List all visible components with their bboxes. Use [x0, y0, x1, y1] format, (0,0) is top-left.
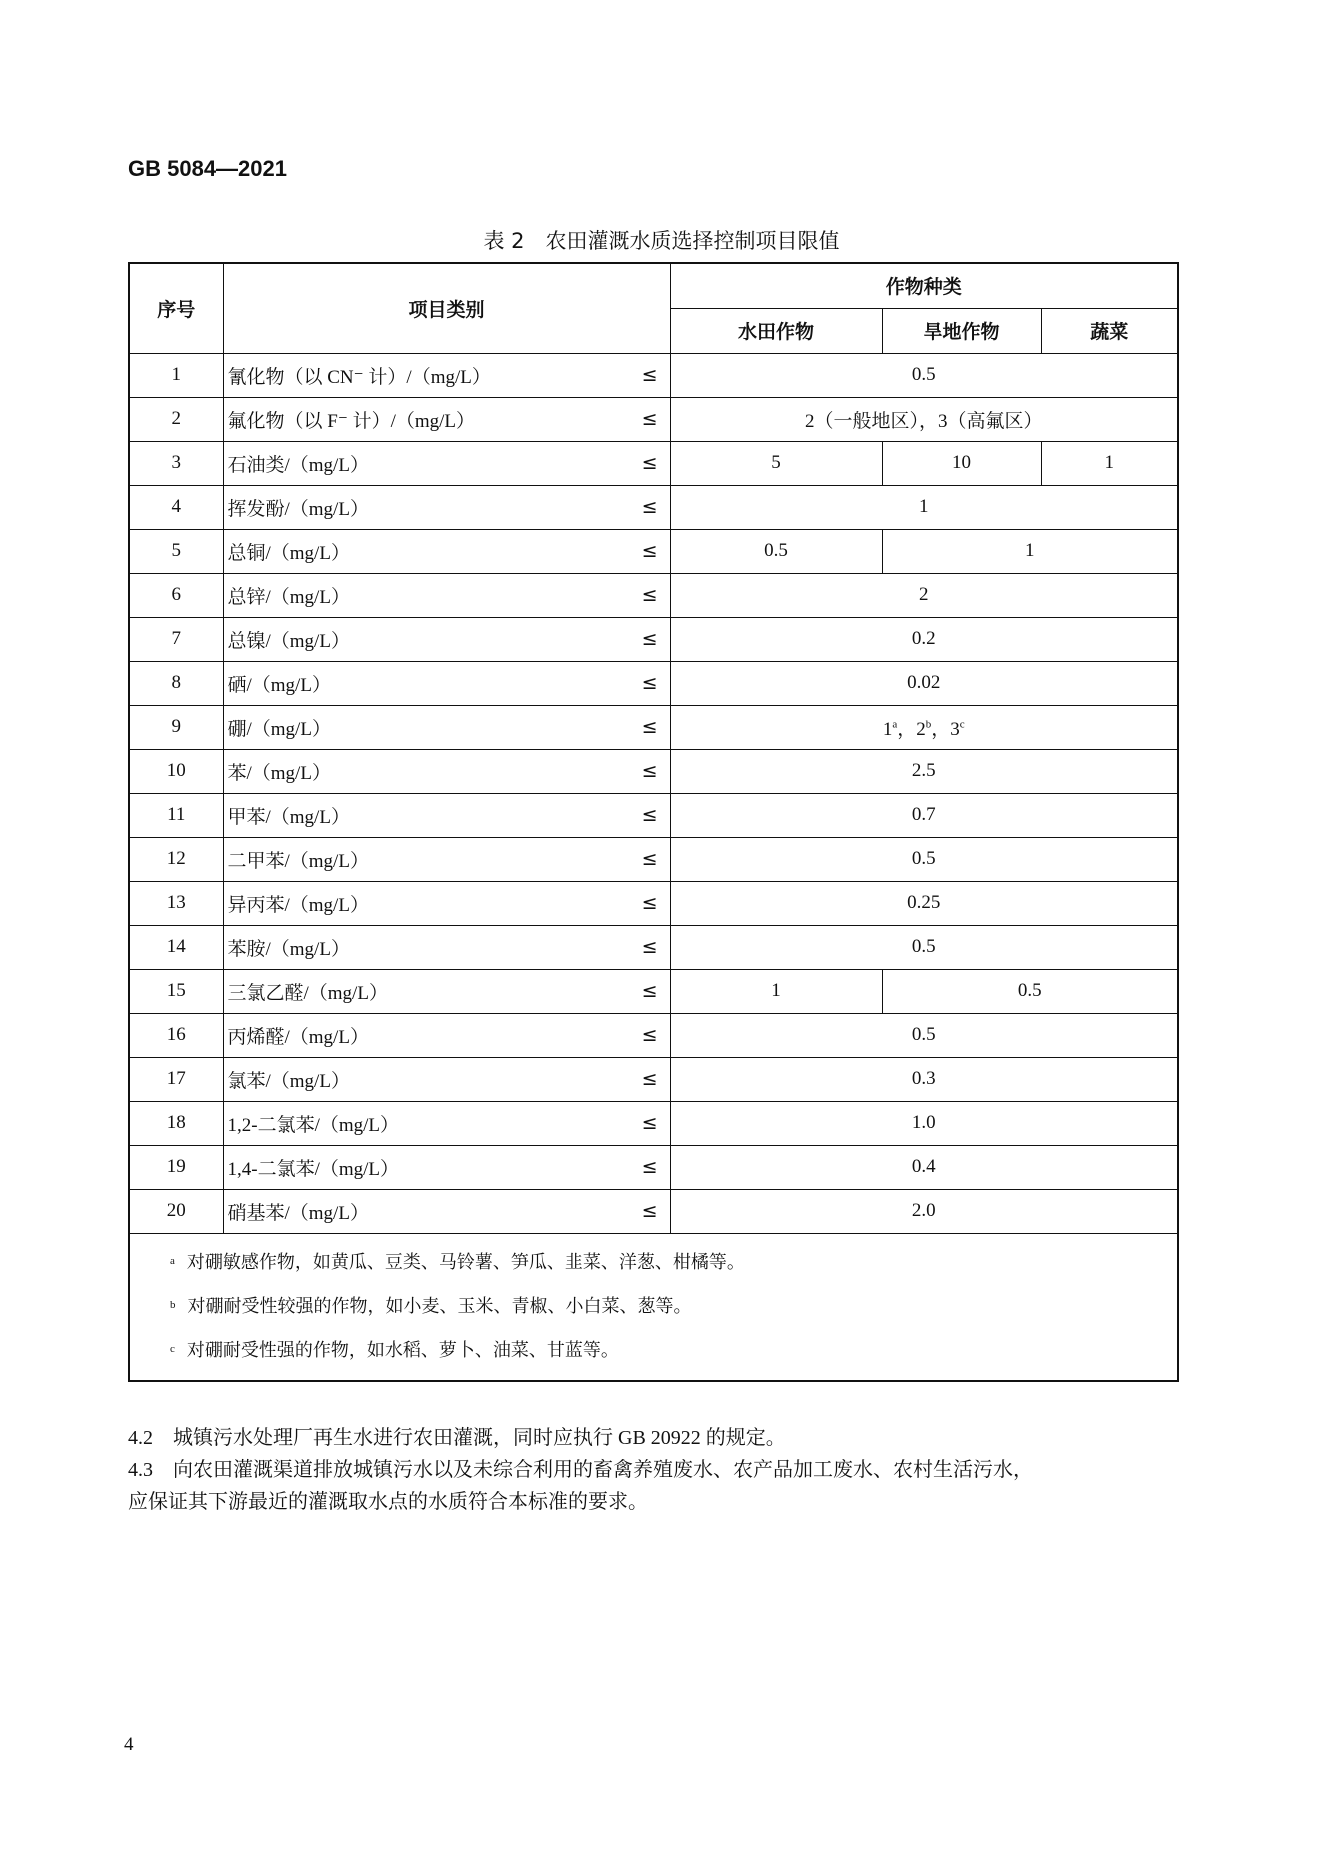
row-operator: ≤ — [623, 749, 670, 793]
row-operator: ≤ — [623, 705, 670, 749]
row-number: 18 — [129, 1101, 223, 1145]
footnote-marker: a — [170, 1254, 175, 1267]
row-operator: ≤ — [623, 485, 670, 529]
footnote-marker: c — [170, 1342, 175, 1355]
row-value: 0.2 — [670, 617, 1178, 661]
paragraph-4-2: 4.2 城镇污水处理厂再生水进行农田灌溉，同时应执行 GB 20922 的规定。 — [128, 1427, 786, 1449]
row-operator: ≤ — [623, 1101, 670, 1145]
row-value: 0.25 — [670, 881, 1178, 925]
row-operator: ≤ — [623, 925, 670, 969]
table-row — [129, 793, 1178, 837]
footnote — [170, 1240, 1177, 1284]
footnote-text: 对硼敏感作物，如黄瓜、豆类、马铃薯、笋瓜、韭菜、洋葱、柑橘等。 — [186, 1251, 745, 1272]
row-operator: ≤ — [623, 529, 670, 573]
row-number: 3 — [129, 441, 223, 485]
row-value: 0.4 — [670, 1145, 1178, 1189]
table-notes — [129, 1233, 1178, 1381]
row-value — [670, 705, 1178, 749]
row-operator: ≤ — [623, 573, 670, 617]
table-row — [129, 1057, 1178, 1101]
row-value: 1 — [670, 485, 1178, 529]
row-item: 氟化物（以 F⁻ 计）/（mg/L） — [223, 397, 623, 441]
row-item: 总镍/（mg/L） — [223, 617, 623, 661]
row-number: 17 — [129, 1057, 223, 1101]
footnote — [170, 1284, 1177, 1328]
header-paddy: 水田作物 — [670, 308, 882, 353]
value-part: 3 — [950, 718, 960, 740]
page-number: 4 — [124, 1734, 134, 1755]
table-row — [129, 1101, 1178, 1145]
table-row — [129, 529, 1178, 573]
row-item: 氯苯/（mg/L） — [223, 1057, 623, 1101]
paragraph-4-3: 4.3 向农田灌溉渠道排放城镇污水以及未综合利用的畜禽养殖废水、农产品加工废水、农村生活污水， — [128, 1459, 1033, 1481]
row-number: 5 — [129, 529, 223, 573]
table-row — [129, 969, 1178, 1013]
value-part: 2 — [916, 718, 926, 740]
table-row — [129, 485, 1178, 529]
table-row — [129, 661, 1178, 705]
row-number: 1 — [129, 353, 223, 397]
row-item: 甲苯/（mg/L） — [223, 793, 623, 837]
table-row — [129, 573, 1178, 617]
row-item: 挥发酚/（mg/L） — [223, 485, 623, 529]
row-number: 19 — [129, 1145, 223, 1189]
row-value: 2.5 — [670, 749, 1178, 793]
row-number: 6 — [129, 573, 223, 617]
footnote-text: 对硼耐受性较强的作物，如小麦、玉米、青椒、小白菜、葱等。 — [187, 1295, 692, 1316]
row-operator: ≤ — [623, 353, 670, 397]
row-operator: ≤ — [623, 1145, 670, 1189]
row-value: 0.5 — [670, 529, 882, 573]
row-value: 1 — [670, 969, 882, 1013]
row-item: 1,2-二氯苯/（mg/L） — [223, 1101, 623, 1145]
row-item: 三氯乙醛/（mg/L） — [223, 969, 623, 1013]
row-operator: ≤ — [623, 881, 670, 925]
row-value: 1.0 — [670, 1101, 1178, 1145]
row-value: 2 — [670, 573, 1178, 617]
row-value: 0.7 — [670, 793, 1178, 837]
paragraph-4-3-cont: 应保证其下游最近的灌溉取水点的水质符合本标准的要求。 — [128, 1491, 648, 1513]
row-number: 2 — [129, 397, 223, 441]
row-item: 丙烯醛/（mg/L） — [223, 1013, 623, 1057]
row-value: 0.5 — [670, 837, 1178, 881]
row-item: 硝基苯/（mg/L） — [223, 1189, 623, 1233]
row-item: 1,4-二氯苯/（mg/L） — [223, 1145, 623, 1189]
row-operator: ≤ — [623, 661, 670, 705]
row-item: 石油类/（mg/L） — [223, 441, 623, 485]
row-value: 10 — [882, 441, 1041, 485]
row-value: 1 — [882, 529, 1178, 573]
header-row — [129, 263, 1178, 308]
row-item: 硼/（mg/L） — [223, 705, 623, 749]
row-value: 0.3 — [670, 1057, 1178, 1101]
footnote — [170, 1328, 1177, 1372]
row-item: 硒/（mg/L） — [223, 661, 623, 705]
row-number: 15 — [129, 969, 223, 1013]
row-operator: ≤ — [623, 793, 670, 837]
table-row — [129, 1189, 1178, 1233]
notes-row — [129, 1233, 1178, 1381]
row-item: 二甲苯/（mg/L） — [223, 837, 623, 881]
row-number: 7 — [129, 617, 223, 661]
value-part: 1 — [882, 718, 893, 740]
row-number: 11 — [129, 793, 223, 837]
row-number: 10 — [129, 749, 223, 793]
footnote-marker: a — [892, 718, 898, 731]
table-title: 表 2 农田灌溉水质选择控制项目限值 — [483, 229, 840, 253]
row-operator: ≤ — [623, 397, 670, 441]
table-row — [129, 441, 1178, 485]
standard-code: GB 5084—2021 — [128, 156, 287, 181]
table-row — [129, 397, 1178, 441]
row-operator: ≤ — [623, 617, 670, 661]
row-operator: ≤ — [623, 969, 670, 1013]
table-row — [129, 881, 1178, 925]
row-value: 0.02 — [670, 661, 1178, 705]
row-value: 2.0 — [670, 1189, 1178, 1233]
table-row — [129, 353, 1178, 397]
header-crop-type: 作物种类 — [670, 263, 1178, 308]
row-item: 苯胺/（mg/L） — [223, 925, 623, 969]
row-operator: ≤ — [623, 837, 670, 881]
row-number: 13 — [129, 881, 223, 925]
row-number: 4 — [129, 485, 223, 529]
row-value: 0.5 — [670, 1013, 1178, 1057]
table-row — [129, 837, 1178, 881]
value-part: ， — [897, 718, 917, 740]
table-row — [129, 617, 1178, 661]
row-item: 异丙苯/（mg/L） — [223, 881, 623, 925]
header-item: 项目类别 — [223, 263, 670, 353]
row-value: 0.5 — [882, 969, 1178, 1013]
row-number: 8 — [129, 661, 223, 705]
row-number: 12 — [129, 837, 223, 881]
row-number: 14 — [129, 925, 223, 969]
row-value: 1 — [1041, 441, 1178, 485]
header-seq: 序号 — [129, 263, 223, 353]
row-value: 5 — [670, 441, 882, 485]
table-row — [129, 705, 1178, 749]
limits-table — [128, 262, 1179, 1382]
row-value: 2（一般地区），3（高氟区） — [670, 397, 1178, 441]
row-item: 氰化物（以 CN⁻ 计）/（mg/L） — [223, 353, 623, 397]
footnote-marker: c — [959, 718, 965, 731]
row-value: 0.5 — [670, 353, 1178, 397]
row-item: 苯/（mg/L） — [223, 749, 623, 793]
table-row — [129, 1013, 1178, 1057]
footnote-text: 对硼耐受性强的作物，如水稻、萝卜、油菜、甘蓝等。 — [186, 1339, 619, 1360]
row-number: 16 — [129, 1013, 223, 1057]
header-dryland: 旱地作物 — [882, 308, 1041, 353]
value-part: ， — [931, 718, 951, 740]
footnote-marker: b — [925, 718, 932, 731]
row-item: 总锌/（mg/L） — [223, 573, 623, 617]
row-operator: ≤ — [623, 1013, 670, 1057]
row-operator: ≤ — [623, 441, 670, 485]
table-row — [129, 925, 1178, 969]
row-item: 总铜/（mg/L） — [223, 529, 623, 573]
row-operator: ≤ — [623, 1189, 670, 1233]
header-vegetable: 蔬菜 — [1041, 308, 1178, 353]
table-row — [129, 1145, 1178, 1189]
row-operator: ≤ — [623, 1057, 670, 1101]
row-number: 20 — [129, 1189, 223, 1233]
footnote-marker: b — [170, 1298, 176, 1311]
table-row — [129, 749, 1178, 793]
row-value: 0.5 — [670, 925, 1178, 969]
row-number: 9 — [129, 705, 223, 749]
